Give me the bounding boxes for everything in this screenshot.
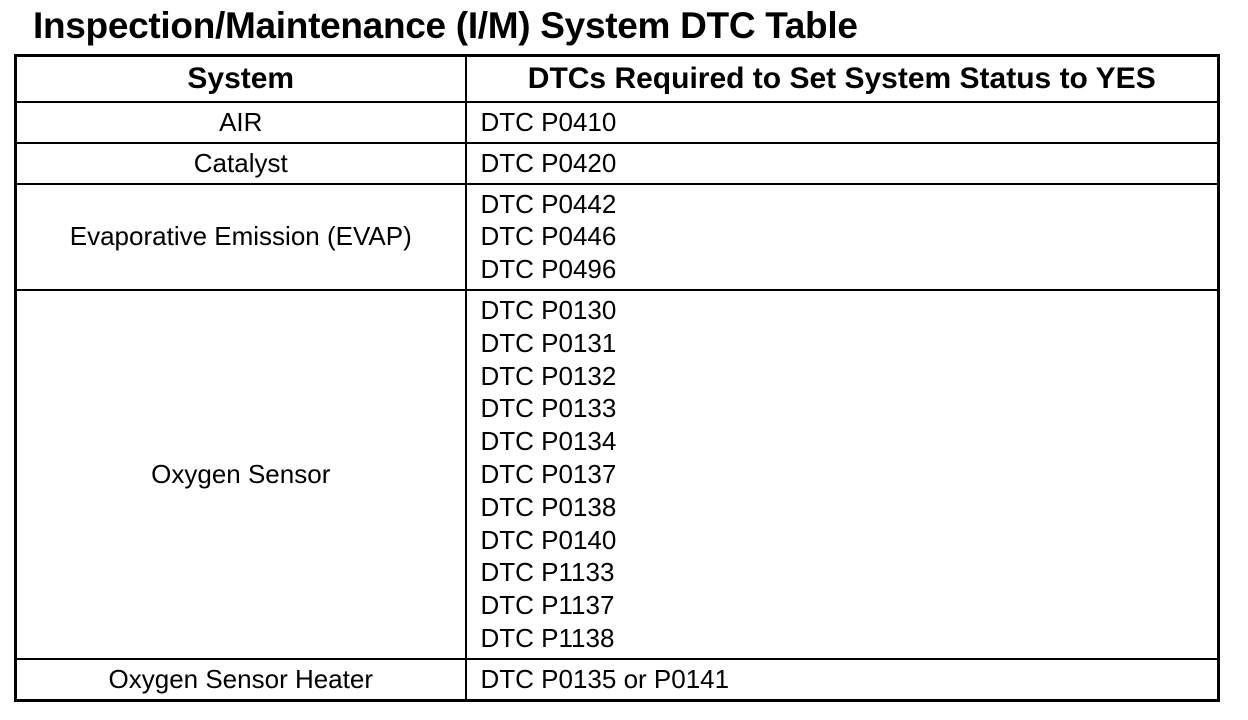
system-cell: Oxygen Sensor <box>16 290 466 659</box>
page-title: Inspection/Maintenance (I/M) System DTC Table <box>33 5 858 46</box>
table-row <box>16 102 1219 143</box>
dtc-code: DTC P0446 <box>480 221 617 252</box>
dtc-code: DTC P1137 <box>480 590 615 621</box>
dtc-code: DTC P0132 <box>480 360 617 391</box>
system-cell: Evaporative Emission (EVAP) <box>16 184 466 290</box>
table-row <box>16 659 1219 700</box>
dtc-code: DTC P0130 <box>480 294 617 325</box>
dtc-code: DTC P0135 or P0141 <box>480 663 730 694</box>
dtc-table <box>14 54 1220 702</box>
dtc-code: DTC P0134 <box>480 426 617 457</box>
table-row <box>16 290 1219 659</box>
column-header-system: System <box>16 56 466 103</box>
dtc-cell <box>466 143 1219 184</box>
dtc-cell <box>466 102 1219 143</box>
dtc-code: DTC P1138 <box>480 622 615 653</box>
system-cell: Oxygen Sensor Heater <box>16 659 466 700</box>
dtc-code: DTC P0442 <box>480 188 617 219</box>
dtc-code: DTC P0138 <box>480 491 617 522</box>
dtc-code: DTC P0496 <box>480 254 617 285</box>
table-row <box>16 184 1219 290</box>
dtc-code: DTC P0420 <box>480 147 617 178</box>
dtc-cell <box>466 659 1219 700</box>
dtc-code: DTC P0133 <box>480 393 617 424</box>
dtc-cell <box>466 184 1219 290</box>
table-header-row <box>16 56 1219 103</box>
dtc-code: DTC P0131 <box>480 327 617 358</box>
table-row <box>16 143 1219 184</box>
dtc-cell <box>466 290 1219 659</box>
dtc-code: DTC P0410 <box>480 107 617 137</box>
dtc-code: DTC P0137 <box>480 458 617 489</box>
system-cell: Catalyst <box>16 143 466 184</box>
column-header-dtcs: DTCs Required to Set System Status to YES <box>466 56 1219 103</box>
system-cell: AIR <box>16 102 466 143</box>
dtc-code: DTC P0140 <box>480 524 617 555</box>
dtc-code: DTC P1133 <box>480 557 615 588</box>
